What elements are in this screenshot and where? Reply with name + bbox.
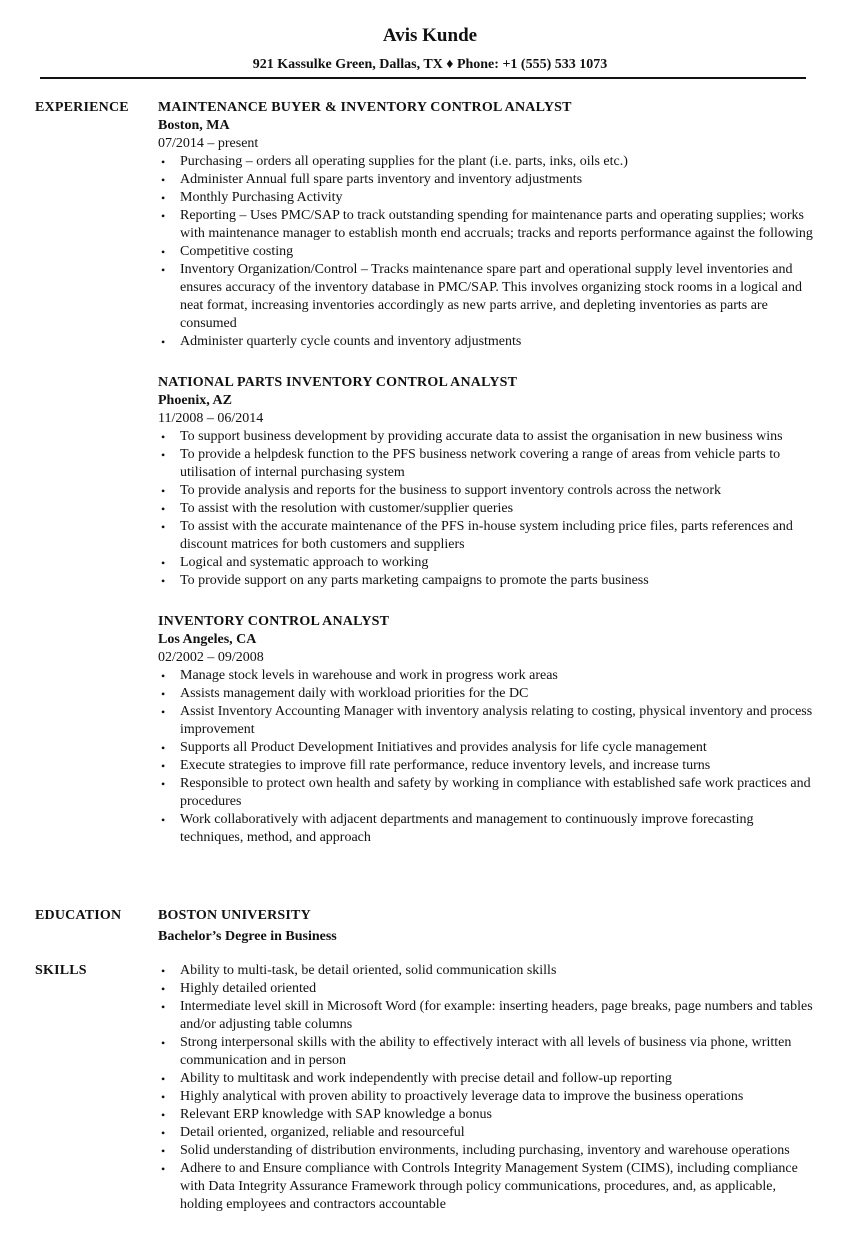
job-location: Phoenix, AZ xyxy=(158,393,232,408)
job-bullet: • Inventory Organization/Control – Tracks maintenance spare part and operational supply level inventories and ensures accuracy of the inventory database in PMC/SAP. This involves organizing stock rooms in a logical and neat format, increasing inventories accordingly as new parts arrive, and depleting inventories as parts are consumed xyxy=(158,261,818,333)
experience-body xyxy=(158,99,818,870)
header-divider xyxy=(40,77,806,79)
job-bullet: • Purchasing – orders all operating supplies for the plant (i.e. parts, inks, oils etc.) xyxy=(158,153,818,171)
skill-item: • Strong interpersonal skills with the ability to effectively interact with all levels of business via phone, written communication and in person xyxy=(158,1034,818,1070)
education-school: BOSTON UNIVERSITY xyxy=(158,908,311,923)
job-bullets xyxy=(158,667,818,847)
job-title: INVENTORY CONTROL ANALYST xyxy=(158,614,390,629)
skill-item: • Adhere to and Ensure compliance with Controls Integrity Management System (CIMS), including compliance with Data Integrity Assurance Framework through policy communications, procedures, and, as applicable, holding employees and contractors accountable xyxy=(158,1160,818,1214)
job-bullets xyxy=(158,428,818,590)
skill-item: • Relevant ERP knowledge with SAP knowledge a bonus xyxy=(158,1106,818,1124)
skill-item: • Highly analytical with proven ability to proactively leverage data to improve the business operations xyxy=(158,1088,818,1106)
job-bullet: • Assist Inventory Accounting Manager with inventory analysis relating to costing, physical inventory and process improvement xyxy=(158,703,818,739)
job-title: MAINTENANCE BUYER & INVENTORY CONTROL ANALYST xyxy=(158,100,572,115)
job-bullet: • Work collaboratively with adjacent departments and management to continuously improve forecasting techniques, method, and approach xyxy=(158,811,818,847)
section-label-education: EDUCATION xyxy=(35,908,122,923)
job-dates: 02/2002 – 09/2008 xyxy=(158,650,264,665)
job-bullet: • Execute strategies to improve fill rate performance, reduce inventory levels, and increase turns xyxy=(158,757,818,775)
job-bullet: • To assist with the accurate maintenance of the PFS in-house system including price files, parts references and discount matrices for both customers and suppliers xyxy=(158,518,818,554)
job-bullet: • To support business development by providing accurate data to assist the organisation in new business wins xyxy=(158,428,818,446)
section-label-experience: EXPERIENCE xyxy=(35,100,129,115)
candidate-name: Avis Kunde xyxy=(382,25,478,46)
skill-item: • Highly detailed oriented xyxy=(158,980,818,998)
job-bullet: • Monthly Purchasing Activity xyxy=(158,189,818,207)
job-bullet: • Administer Annual full spare parts inventory and inventory adjustments xyxy=(158,171,818,189)
job-dates: 11/2008 – 06/2014 xyxy=(158,411,264,426)
skill-item: • Ability to multitask and work independently with precise detail and follow-up reporting xyxy=(158,1070,818,1088)
job-bullet: • To provide analysis and reports for the business to support inventory controls across the network xyxy=(158,482,818,500)
skill-item: • Ability to multi-task, be detail oriented, solid communication skills xyxy=(158,962,818,980)
skills-body xyxy=(158,962,818,1214)
job-bullet: • Assists management daily with workload priorities for the DC xyxy=(158,685,818,703)
job-bullet: • To provide a helpdesk function to the PFS business network covering a range of areas from vehicle parts to utilisation of internal purchasing system xyxy=(158,446,818,482)
job-bullet: • Reporting – Uses PMC/SAP to track outstanding spending for maintenance parts and operating supplies; works with maintenance manager to establish month end accruals; tracks and reports performance against the following xyxy=(158,207,818,243)
education-degree: Bachelor’s Degree in Business xyxy=(158,929,337,944)
job-bullet: • Administer quarterly cycle counts and inventory adjustments xyxy=(158,333,818,351)
skills-list xyxy=(158,962,818,1214)
skill-item: • Intermediate level skill in Microsoft Word (for example: inserting headers, page breaks, page numbers and tables and/or adjusting table columns xyxy=(158,998,818,1034)
resume-header xyxy=(0,22,860,75)
job-location: Boston, MA xyxy=(158,118,230,133)
section-label-skills: SKILLS xyxy=(35,963,87,978)
job-bullet: • Logical and systematic approach to working xyxy=(158,554,818,572)
job-bullet: • Supports all Product Development Initiatives and provides analysis for life cycle management xyxy=(158,739,818,757)
job-bullets xyxy=(158,153,818,351)
job-bullet: • Manage stock levels in warehouse and work in progress work areas xyxy=(158,667,818,685)
job-bullet: • Responsible to protect own health and safety by working in compliance with established safe work practices and procedures xyxy=(158,775,818,811)
job-bullet: • Competitive costing xyxy=(158,243,818,261)
job-entry xyxy=(158,99,818,351)
skill-item: • Detail oriented, organized, reliable and resourceful xyxy=(158,1124,818,1142)
job-dates: 07/2014 – present xyxy=(158,136,259,151)
job-location: Los Angeles, CA xyxy=(158,632,257,647)
job-bullet: • To provide support on any parts marketing campaigns to promote the parts business xyxy=(158,572,818,590)
job-bullet: • To assist with the resolution with customer/supplier queries xyxy=(158,500,818,518)
job-entry xyxy=(158,613,818,847)
job-entry xyxy=(158,374,818,590)
contact-line: 921 Kassulke Green, Dallas, TX ♦ Phone: +1 (555) 533 1073 xyxy=(252,57,608,72)
skill-item: • Solid understanding of distribution environments, including purchasing, inventory and warehouse operations xyxy=(158,1142,818,1160)
job-title: NATIONAL PARTS INVENTORY CONTROL ANALYST xyxy=(158,375,518,390)
education-body xyxy=(158,907,818,949)
